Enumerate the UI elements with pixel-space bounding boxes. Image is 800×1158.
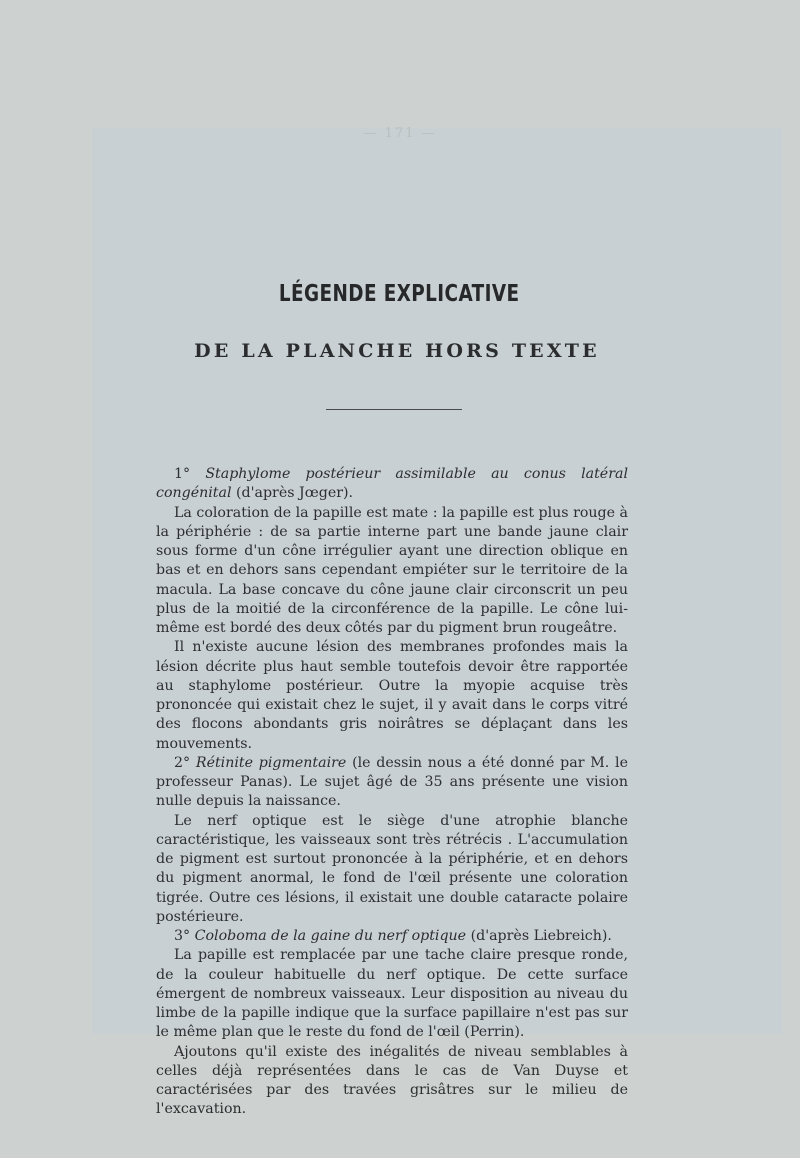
section-1-heading — [156, 465, 628, 504]
paragraph: La coloration de la papille est mate : la papille est plus rouge à la périphérie : de sa partie interne part une bande jaune clair sous forme d'un cône irrégulier ayant une direction oblique en bas et en dehors sans cependant empiéter sur le territoire de la macula. La base concave du cône jaune clair circonscrit un peu plus de la moitié de la circonférence de la papille. Le cône lui-même est bordé des deux côtés par du pigment brun rougeâtre. — [156, 504, 628, 636]
section-number: 2° — [174, 754, 191, 771]
section-title: Staphylome postérieur assimilable au conus latéral congénital — [156, 466, 628, 502]
paragraph: La papille est remplacée par une tache claire presque ronde, de la couleur habituelle du nerf optique. De cette surface émergent de nombreux vaisseaux. Leur disposition au niveau du limbe de la papille indique que la surface papillaire n'est pas sur le même plan que le reste du fond de l'œil (Perrin). — [156, 947, 628, 1041]
section-3-heading — [156, 927, 628, 946]
paragraph: Il n'existe aucune lésion des membranes profondes mais la lésion décrite plus haut semble toutefois devoir être rapportée au staphylome postérieur. Outre la myopie acquise très prononcée qui existait chez le sujet, il y avait dans le corps vitré des flocons abondants gris noirâtres se déplaçant dans les mouvements. — [156, 639, 628, 752]
paragraph: Le nerf optique est le siège d'une atrophie blanche caractéristique, les vaisseaux sont très rétrécis . L'accumulation de pigment est surtout prononcée à la périphérie, et en dehors du pigment anormal, le fond de l'œil présente une coloration tigrée. Outre ces lésions, il existait une double cataracte polaire postérieure. — [156, 812, 628, 925]
page-title: LÉGENDE EXPLICATIVE — [278, 281, 520, 307]
section-number: 1° — [174, 466, 191, 482]
section-title: Rétinite pigmentaire — [195, 754, 347, 771]
section-title: Coloboma de la gaine du nerf optique — [194, 928, 467, 944]
page-number: — 171 — — [363, 126, 437, 141]
paragraph: Ajoutons qu'il existe des inégalités de niveau semblables à celles déjà représentées dans le cas de Van Duyse et caractérisées par des travées grisâtres sur le milieu de l'excavation. — [156, 1043, 628, 1118]
section-2-heading — [156, 754, 628, 812]
section-source: (d'après Jœger). — [236, 485, 354, 502]
section-number: 3° — [174, 928, 191, 944]
legend-body — [156, 465, 628, 1120]
page-subtitle: DE LA PLANCHE HORS TEXTE — [194, 340, 600, 362]
section-source: (le dessin nous a été donné par M. le professeur Panas). Le sujet âgé de 35 ans présente une vision nulle depuis la naissance. — [156, 754, 628, 810]
section-source: (d'après Liebreich). — [470, 928, 612, 944]
title-divider — [326, 409, 462, 410]
